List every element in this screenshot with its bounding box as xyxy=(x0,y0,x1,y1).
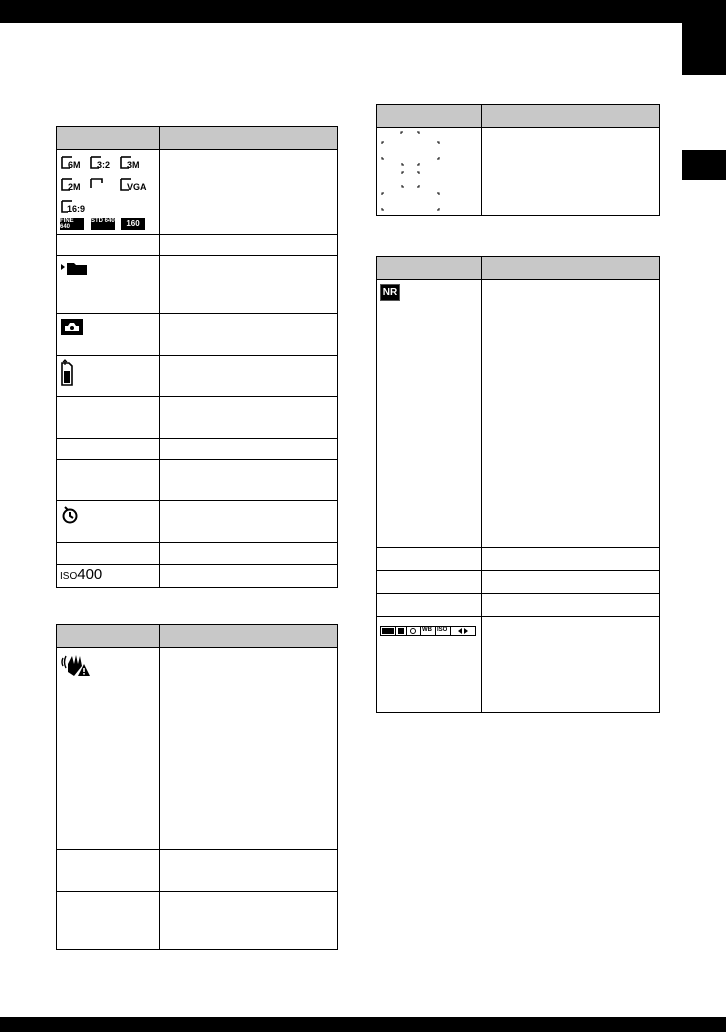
quality-160-badge: 160 xyxy=(121,218,145,230)
iso-value: 400 xyxy=(77,566,103,583)
table-d-row-line xyxy=(377,570,659,571)
table-b xyxy=(56,624,338,950)
image-size-3-2-label: 3:2 xyxy=(97,160,111,170)
table-c-col-divider xyxy=(481,105,482,215)
table-a-row-line xyxy=(57,355,337,356)
thumb-tab-top xyxy=(682,23,726,75)
table-b-header xyxy=(57,625,337,648)
thumb-tab-mid xyxy=(682,150,726,180)
image-size-6m-label: 6M xyxy=(68,160,81,170)
toolbar-wb-label: WB xyxy=(422,627,432,633)
table-a-row-line xyxy=(57,234,337,235)
table-b-col-divider xyxy=(159,625,160,949)
bottom-black-bar xyxy=(0,1017,726,1032)
toolbar-iso-label: ISO xyxy=(437,627,448,633)
noise-reduction-icon: NR xyxy=(380,284,400,301)
image-size-16-9-label: 16:9 xyxy=(67,204,86,214)
table-a-row-line xyxy=(57,438,337,439)
image-size-2m-label: 2M xyxy=(68,182,81,192)
image-size-3m-label: 3M xyxy=(127,160,140,170)
table-a-row-line xyxy=(57,542,337,543)
table-c-header xyxy=(377,105,659,128)
table-a xyxy=(56,126,338,588)
camera-shake-warning-icon xyxy=(60,652,92,678)
table-a-row-line xyxy=(57,396,337,397)
table-a-row-line xyxy=(57,459,337,460)
table-a-row-line xyxy=(57,564,337,565)
table-a-row-line xyxy=(57,255,337,256)
table-d-header xyxy=(377,257,659,280)
iso-prefix: ISO xyxy=(60,571,78,582)
iso-indicator xyxy=(60,567,102,585)
table-b-row-line xyxy=(57,849,337,850)
table-d-row-line xyxy=(377,616,659,617)
table-d-row-line xyxy=(377,593,659,594)
af-range-finder-frame-icon xyxy=(380,130,450,212)
self-timer-icon xyxy=(60,505,80,525)
table-a-row-line xyxy=(57,313,337,314)
table-b-row-line xyxy=(57,891,337,892)
table-c xyxy=(376,104,660,216)
table-d-row-line xyxy=(377,547,659,548)
table-a-header xyxy=(57,127,337,150)
quality-fine-badge: FINE 640 xyxy=(60,218,84,230)
camera-memory-icon xyxy=(60,318,84,336)
table-d xyxy=(376,256,660,713)
table-a-row-line xyxy=(57,500,337,501)
memory-card-icon xyxy=(60,359,74,387)
top-black-bar xyxy=(0,0,726,23)
quality-std-badge: STD 640 xyxy=(91,218,115,230)
table-a-col-divider xyxy=(159,127,160,587)
table-d-col-divider xyxy=(481,257,482,712)
folder-icon xyxy=(60,261,90,277)
image-size-vga-label: VGA xyxy=(127,182,147,192)
